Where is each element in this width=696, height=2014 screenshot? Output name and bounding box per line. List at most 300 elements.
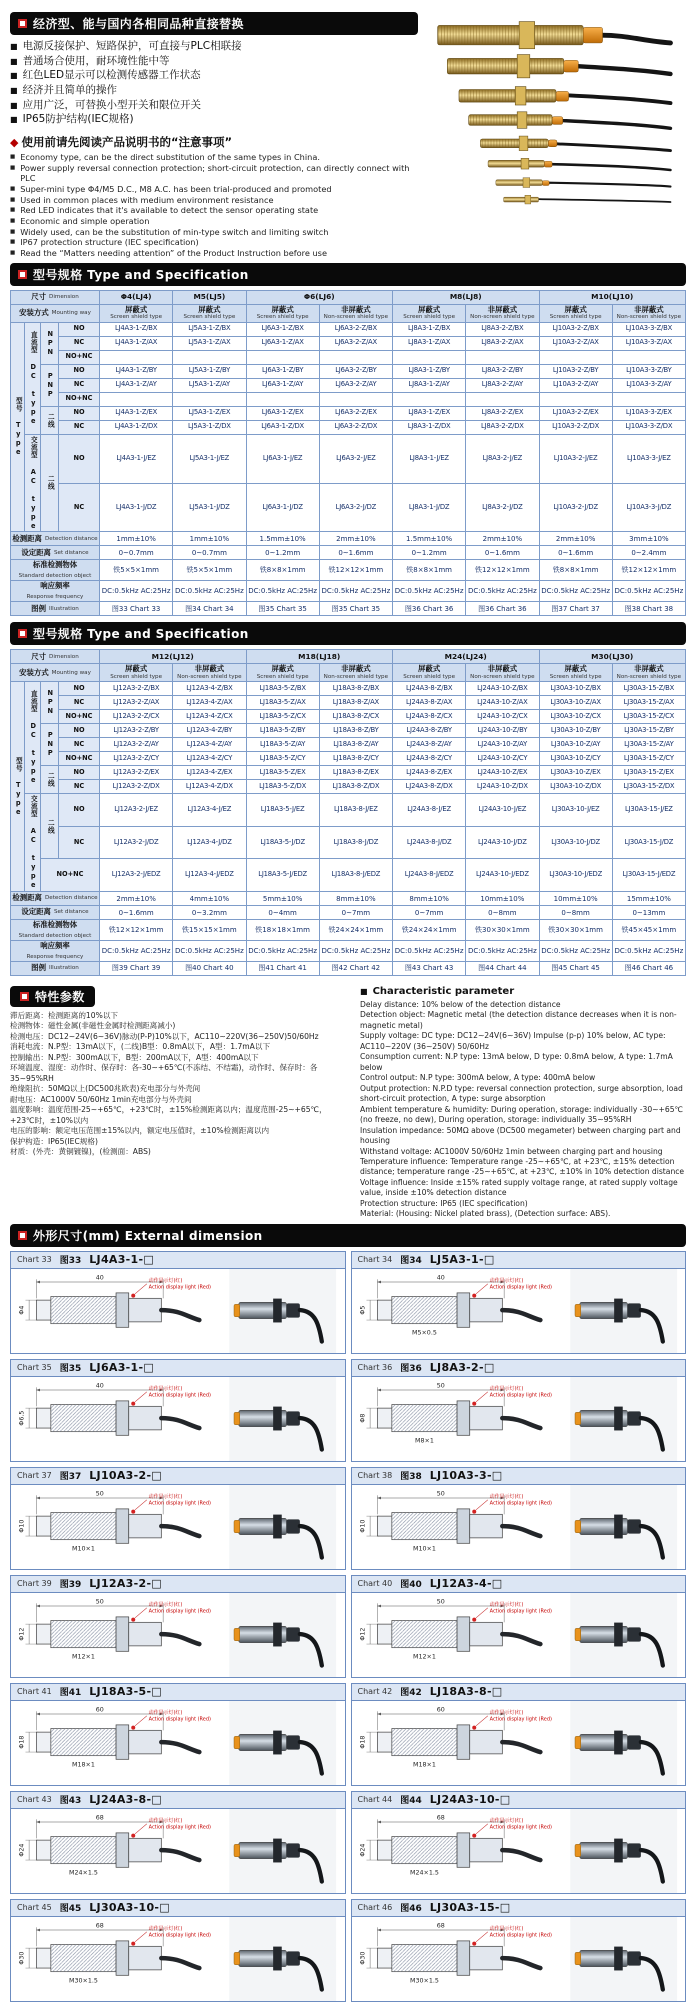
led-indicator	[472, 1725, 476, 1729]
spec-table-1	[10, 290, 686, 617]
led-indicator	[131, 1401, 135, 1405]
model-cell	[540, 393, 612, 406]
row-label-two-wire: 二线	[41, 435, 58, 532]
mounting-header	[11, 305, 99, 322]
spec-row-label: 标准检测物体 Standard detection object	[11, 920, 99, 940]
model-cell: LJ18A3-8-Z/BY	[320, 724, 392, 737]
thread-dim-label: M24×1.5	[409, 1869, 439, 1877]
row-label-type: 型号 Type	[11, 323, 24, 532]
param-line: Protection structure: IP65 (IEC specification)	[360, 1198, 528, 1208]
row-label-nc: NC	[59, 337, 99, 350]
chart-header	[11, 1684, 345, 1701]
chart-header	[11, 1792, 345, 1809]
model-cell: LJ10A3-3-J/EZ	[613, 435, 685, 483]
shield-header-cn: 屏蔽式	[418, 304, 441, 314]
model-cell: LJ8A3-1-Z/AX	[393, 337, 465, 350]
shield-header-en: Screen shield type	[110, 314, 163, 321]
spec-table-2	[10, 649, 686, 976]
chart-model: LJ12A3-4-□	[429, 1577, 503, 1591]
dimension-header	[11, 291, 99, 304]
model-cell: LJ24A3-10-Z/AY	[466, 738, 538, 751]
model-cell: LJ10A3-2-Z/AX	[540, 337, 612, 350]
model-cell: LJ18A3-5-J/EZ	[247, 794, 319, 826]
led-label-en: Action display light (Red)	[148, 1932, 211, 1939]
spec-cell: 10mm±10%	[466, 892, 538, 905]
model-cell: LJ8A3-1-Z/DX	[393, 421, 465, 434]
chart-body	[352, 1809, 686, 1893]
spec-cell: 0~0.7mm	[100, 546, 172, 559]
emblem-icon	[18, 1231, 27, 1240]
chart-body	[352, 1701, 686, 1785]
model-cell: LJ30A3-10-Z/BX	[540, 682, 612, 695]
product-photo	[562, 1269, 685, 1353]
chart-body	[11, 1377, 345, 1461]
size-header: M18(LJ18)	[247, 650, 393, 663]
led-label-cn: 动作显示灯(红)	[148, 1817, 183, 1824]
square-bullet-icon: ■	[10, 42, 18, 51]
model-cell: LJ6A3-1-Z/EX	[247, 407, 319, 420]
model-cell: LJ12A3-4-Z/AY	[173, 738, 245, 751]
model-cell: LJ10A3-3-Z/AX	[613, 337, 685, 350]
size-header: M30(LJ30)	[540, 650, 686, 663]
top-section	[10, 8, 686, 259]
led-label-cn: 动作显示灯(红)	[489, 1277, 523, 1284]
model-cell: LJ24A3-8-Z/CX	[393, 710, 465, 723]
chart-number-en: Chart 36	[357, 1363, 393, 1373]
chart-header	[352, 1684, 686, 1701]
product-photo	[221, 1485, 344, 1569]
led-indicator	[131, 1293, 135, 1297]
spec-cell: 铁45×45×1mm	[613, 920, 685, 940]
spec-cell: DC:0.5kHz AC:25Hz	[173, 941, 245, 961]
chart-body	[352, 1917, 686, 2001]
model-cell: LJ12A3-4-J/DZ	[173, 827, 245, 859]
sensor-photo	[469, 112, 671, 128]
chart-model: LJ18A3-8-□	[429, 1685, 503, 1699]
mounting-header-cn: 安装方式	[19, 307, 49, 317]
chart-ref-cell: 图36 Chart 36	[466, 602, 538, 615]
chart-header	[11, 1468, 345, 1485]
product-photo	[562, 1917, 685, 2001]
model-cell: LJ8A3-2-J/EZ	[466, 435, 538, 483]
spec-cell: 3mm±10%	[613, 532, 685, 545]
chart-body	[11, 1701, 345, 1785]
chart-number-cn: 图45	[59, 1904, 82, 1915]
shield-header-en: Non-screen shield type	[323, 314, 389, 321]
model-cell: LJ24A3-8-Z/AY	[393, 738, 465, 751]
shield-header	[173, 305, 245, 322]
shield-header-en: Screen shield type	[256, 314, 309, 321]
chart-number-en: Chart 40	[357, 1579, 393, 1589]
model-cell: LJ12A3-2-Z/BX	[100, 682, 172, 695]
diameter-dim-label: Φ12	[18, 1627, 26, 1641]
sensor-photo	[488, 158, 670, 170]
spec-cell: 铁24×24×1mm	[393, 920, 465, 940]
chart-number-cn: 图37	[59, 1472, 82, 1483]
param-line: Detection object: Magnetic metal (the detection distance decreases when it is non-magnetic metal)	[360, 1010, 677, 1030]
feature-item	[10, 39, 418, 54]
model-cell: LJ24A3-8-J/DZ	[393, 827, 465, 859]
spec-cell: DC:0.5kHz AC:25Hz	[247, 581, 319, 601]
model-cell	[320, 351, 392, 364]
model-cell: LJ24A3-10-Z/BX	[466, 682, 538, 695]
notice-item	[10, 237, 418, 248]
spec-section-bar-2	[10, 622, 686, 645]
chart-header	[11, 1576, 345, 1593]
chart-number-cn: 图44	[400, 1796, 422, 1807]
model-cell: LJ12A3-4-Z/CY	[173, 752, 245, 765]
chart-body	[11, 1809, 345, 1893]
model-cell: LJ6A3-2-J/DZ	[320, 484, 392, 532]
led-indicator	[472, 1293, 476, 1297]
model-cell: LJ24A3-8-Z/CY	[393, 752, 465, 765]
chart-number-cn: 图46	[400, 1904, 422, 1915]
model-cell	[173, 351, 245, 364]
square-bullet-icon: ■	[10, 71, 18, 81]
model-cell: LJ30A3-10-Z/EX	[540, 766, 612, 779]
square-bullet-icon: ■	[360, 986, 368, 996]
chart-body	[352, 1593, 686, 1677]
chart-number-en: Chart 34	[357, 1255, 393, 1265]
main-title-bar	[10, 12, 418, 35]
params-en-list	[360, 1000, 686, 1220]
length-dim-label: 68	[436, 1814, 445, 1822]
model-cell: LJ30A3-15-Z/BY	[613, 724, 685, 737]
diameter-dim-label: Φ6.5	[18, 1410, 26, 1426]
top-left-column	[10, 8, 418, 259]
model-cell: LJ10A3-3-J/DZ	[613, 484, 685, 532]
model-cell: LJ4A3-1-J/EZ	[100, 435, 172, 483]
model-cell: LJ24A3-10-J/DZ	[466, 827, 538, 859]
model-cell: LJ30A3-15-Z/CY	[613, 752, 685, 765]
chart-number-en: Chart 46	[357, 1903, 393, 1913]
length-dim-label: 50	[436, 1598, 445, 1606]
model-cell: LJ10A3-2-J/DZ	[540, 484, 612, 532]
spec-row-label: 响应频率 Response frequency	[11, 581, 99, 601]
model-cell: LJ24A3-8-Z/BX	[393, 682, 465, 695]
led-indicator	[131, 1617, 135, 1621]
size-header: M12(LJ12)	[100, 650, 246, 663]
spec-cell: 0~8mm	[466, 906, 538, 919]
row-label-nc: NC	[59, 379, 99, 392]
size-header: M5(LJ5)	[173, 291, 245, 304]
diameter-dim-label: Φ10	[18, 1519, 26, 1533]
row-label-no: NO	[59, 682, 99, 695]
led-label-cn: 动作显示灯(红)	[148, 1385, 183, 1392]
param-line: Material: (Housing: Nickel plated brass), (Detection surface: ABS).	[360, 1209, 611, 1219]
square-bullet-icon: ■	[10, 218, 16, 225]
spec-cell: 1.5mm±10%	[393, 532, 465, 545]
row-label-nonc: NO+NC	[59, 710, 99, 723]
shield-header: 非屏蔽式 Non-screen shield type	[466, 664, 538, 681]
length-dim-label: 40	[95, 1382, 104, 1390]
size-header: M24(LJ24)	[393, 650, 539, 663]
model-cell	[247, 351, 319, 364]
model-cell: LJ30A3-15-J/EZ	[613, 794, 685, 826]
model-cell: LJ8A3-1-Z/AY	[393, 379, 465, 392]
model-cell: LJ12A3-2-Z/AY	[100, 738, 172, 751]
shield-header-cn: 非屏蔽式	[634, 304, 664, 314]
model-cell: LJ5A3-1-J/DZ	[173, 484, 245, 532]
dimension-drawing	[11, 1593, 221, 1677]
length-dim-label: 50	[95, 1598, 104, 1606]
model-cell: LJ8A3-1-Z/BY	[393, 365, 465, 378]
thread-dim-label: M10×1	[412, 1545, 436, 1553]
notice-text: Red LED indicates that it's available to detect the sensor operating state	[20, 205, 319, 216]
spec-cell: 铁30×30×1mm	[466, 920, 538, 940]
spec-section-title: 型号规格 Type and Specification	[33, 267, 249, 282]
diameter-dim-label: Φ18	[18, 1735, 26, 1749]
square-bullet-icon: ■	[10, 207, 16, 214]
chart-ref-cell: 图38 Chart 38	[613, 602, 685, 615]
shield-header: 非屏蔽式 Non-screen shield type	[613, 664, 685, 681]
chart-model: LJ30A3-10-□	[89, 1901, 170, 1915]
shield-header-cn: 屏蔽式	[198, 304, 221, 314]
spec-cell: 铁8×8×1mm	[247, 560, 319, 580]
model-cell: LJ12A3-4-Z/BY	[173, 724, 245, 737]
notice-list	[10, 152, 418, 259]
chart-header	[352, 1576, 686, 1593]
spec-cell: 铁12×12×1mm	[320, 560, 392, 580]
diameter-dim-label: Φ18	[359, 1735, 367, 1749]
spec-cell: 铁12×12×1mm	[613, 560, 685, 580]
model-cell: LJ10A3-2-Z/BY	[540, 365, 612, 378]
model-cell	[540, 351, 612, 364]
chart-model: LJ24A3-8-□	[89, 1793, 163, 1807]
chart-header	[352, 1360, 686, 1377]
length-dim-label: 68	[95, 1814, 104, 1822]
spec-section-bar-1	[10, 263, 686, 286]
model-cell: LJ6A3-2-Z/DX	[320, 421, 392, 434]
led-indicator	[472, 1401, 476, 1405]
thread-dim-label: M10×1	[72, 1545, 95, 1553]
spec-section-title: 型号规格 Type and Specification	[33, 627, 249, 642]
model-cell: LJ24A3-8-J/EZ	[393, 794, 465, 826]
model-cell: LJ18A3-8-J/DZ	[320, 827, 392, 859]
model-cell: LJ6A3-1-Z/BY	[247, 365, 319, 378]
dimension-chart	[10, 1791, 346, 1894]
model-cell: LJ18A3-5-Z/CY	[247, 752, 319, 765]
model-cell: LJ6A3-1-Z/AX	[247, 337, 319, 350]
led-label-en: Action display light (Red)	[489, 1608, 552, 1615]
length-dim-label: 40	[436, 1274, 445, 1282]
led-label-en: Action display light (Red)	[489, 1824, 552, 1831]
model-cell: LJ30A3-10-J/EDZ	[540, 859, 612, 891]
model-cell: LJ6A3-2-Z/AY	[320, 379, 392, 392]
model-cell: LJ30A3-10-Z/CX	[540, 710, 612, 723]
dimension-chart	[351, 1251, 687, 1354]
spec-cell: DC:0.5kHz AC:25Hz	[100, 581, 172, 601]
model-cell: LJ6A3-2-Z/AX	[320, 337, 392, 350]
sensor-photo	[459, 87, 670, 105]
model-cell: LJ24A3-10-J/EZ	[466, 794, 538, 826]
shield-header: 屏蔽式 Screen shield type	[540, 664, 612, 681]
shield-header: 屏蔽式 Screen shield type	[393, 664, 465, 681]
model-cell: LJ5A3-1-Z/EX	[173, 407, 245, 420]
model-cell: LJ24A3-10-Z/DX	[466, 780, 538, 793]
spec-cell: 4mm±10%	[173, 892, 245, 905]
diameter-dim-label: Φ4	[18, 1305, 26, 1315]
model-cell: LJ8A3-1-J/DZ	[393, 484, 465, 532]
shield-header: 非屏蔽式 Non-screen shield type	[320, 664, 392, 681]
model-cell: LJ8A3-1-Z/BX	[393, 323, 465, 336]
param-line: 滞后距离：检测距离的10%以下	[10, 1010, 119, 1020]
spec-cell: 15mm±10%	[613, 892, 685, 905]
spec-cell: 铁18×18×1mm	[247, 920, 319, 940]
model-cell: LJ18A3-8-J/EZ	[320, 794, 392, 826]
spec-cell: 铁12×12×1mm	[100, 920, 172, 940]
diameter-dim-label: Φ12	[359, 1627, 367, 1641]
chart-ref-cell: 图40 Chart 40	[173, 962, 245, 975]
led-label-en: Action display light (Red)	[489, 1932, 552, 1939]
model-cell: LJ6A3-2-Z/BY	[320, 365, 392, 378]
model-cell: LJ12A3-2-Z/CX	[100, 710, 172, 723]
spec-cell: DC:0.5kHz AC:25Hz	[613, 941, 685, 961]
param-line: 绝缘阻抗：50MΩ以上(DC500兆欧表)充电部分与外壳间	[10, 1084, 201, 1094]
thread-dim-label: M30×1.5	[69, 1977, 98, 1985]
spec-row-label: 图例 Illustration	[11, 602, 99, 615]
chart-ref-cell: 图36 Chart 36	[393, 602, 465, 615]
feature-item	[10, 54, 418, 69]
params-cn-list	[10, 1011, 350, 1158]
sensor-photo-mini	[504, 195, 671, 204]
chart-number-en: Chart 44	[357, 1795, 393, 1805]
led-label-cn: 动作显示灯(红)	[489, 1601, 523, 1608]
chart-number-cn: 图40	[400, 1580, 422, 1591]
spec-cell: 8mm±10%	[320, 892, 392, 905]
shield-header: 非屏蔽式 Non-screen shield type	[173, 664, 245, 681]
model-cell: LJ10A3-3-Z/DX	[613, 421, 685, 434]
dims-section-bar	[10, 1224, 686, 1247]
spec-cell: 0~1.6mm	[540, 546, 612, 559]
model-cell: LJ4A3-1-Z/BY	[100, 365, 172, 378]
model-cell: LJ24A3-10-Z/CX	[466, 710, 538, 723]
spec-cell: 铁8×8×1mm	[540, 560, 612, 580]
model-cell	[100, 351, 172, 364]
led-label-cn: 动作显示灯(红)	[148, 1493, 183, 1500]
model-cell: LJ6A3-1-Z/AY	[247, 379, 319, 392]
length-dim-label: 68	[95, 1922, 104, 1930]
model-cell: LJ5A3-1-Z/BY	[173, 365, 245, 378]
shield-header-cn: 非屏蔽式	[341, 304, 371, 314]
param-line: 检测物体：磁性金属(非磁性金属时检测距离减小)	[10, 1021, 176, 1031]
model-cell: LJ30A3-10-Z/AY	[540, 738, 612, 751]
model-cell: LJ18A3-5-Z/CX	[247, 710, 319, 723]
product-photo	[562, 1701, 685, 1785]
param-line: Consumption current: N.P type: 13mA below, D type: 0.8mA below, A type: 1.7mA below	[360, 1052, 673, 1072]
spec-cell: 5mm±10%	[247, 892, 319, 905]
chart-number-en: Chart 43	[17, 1795, 52, 1805]
chart-model: LJ24A3-10-□	[429, 1793, 511, 1807]
spec-row-label: 图例 Illustration	[11, 962, 99, 975]
product-photo	[221, 1269, 344, 1353]
row-label-nonc: NO+NC	[41, 859, 99, 891]
chart-model: LJ8A3-2-□	[429, 1361, 495, 1375]
dimension-chart	[351, 1467, 687, 1570]
model-cell: LJ12A3-4-J/EDZ	[173, 859, 245, 891]
spec-cell: 8mm±10%	[393, 892, 465, 905]
row-label-two-wire: 二线	[41, 794, 58, 858]
dimension-drawing	[352, 1917, 562, 2001]
dimension-chart	[351, 1899, 687, 2002]
model-cell: LJ12A3-2-J/EZ	[100, 794, 172, 826]
model-cell: LJ18A3-5-J/DZ	[247, 827, 319, 859]
notice-item	[10, 205, 418, 216]
chart-header	[11, 1900, 345, 1917]
chart-body	[11, 1269, 345, 1353]
notice-text: Widely used, can be the substitution of min-type switch and limiting switch	[20, 226, 329, 237]
dimension-drawing	[352, 1593, 562, 1677]
model-cell: LJ30A3-10-Z/DX	[540, 780, 612, 793]
led-label-en: Action display light (Red)	[489, 1392, 552, 1399]
diameter-dim-label: Φ24	[18, 1843, 26, 1857]
spec-cell: DC:0.5kHz AC:25Hz	[393, 581, 465, 601]
param-line: 耐电压：AC1000V 50/60Hz 1min充电部分与外壳间	[10, 1094, 192, 1104]
square-bullet-icon: ■	[10, 100, 18, 110]
product-photo	[562, 1377, 685, 1461]
model-cell: LJ12A3-4-Z/AX	[173, 696, 245, 709]
feature-item	[10, 98, 418, 113]
chart-ref-cell: 图45 Chart 45	[540, 962, 612, 975]
model-cell: LJ18A3-5-Z/DX	[247, 780, 319, 793]
model-cell: LJ4A3-1-J/DZ	[100, 484, 172, 532]
led-label-cn: 动作显示灯(红)	[148, 1277, 183, 1284]
model-cell: LJ4A3-1-Z/AX	[100, 337, 172, 350]
led-label-cn: 动作显示灯(红)	[489, 1493, 523, 1500]
spec-cell: 0~8mm	[540, 906, 612, 919]
model-cell: LJ18A3-5-Z/BY	[247, 724, 319, 737]
led-indicator	[472, 1833, 476, 1837]
params-title-en-row	[360, 986, 686, 997]
model-cell: LJ8A3-1-J/EZ	[393, 435, 465, 483]
shield-header-en: Screen shield type	[403, 314, 456, 321]
spec-cell: DC:0.5kHz AC:25Hz	[613, 581, 685, 601]
chart-model: LJ4A3-1-□	[89, 1253, 155, 1267]
spec-row-label: 响应频率 Response frequency	[11, 941, 99, 961]
mounting-header-en: Mounting way	[51, 309, 91, 316]
square-bullet-icon: ■	[10, 186, 16, 193]
top-right-column	[426, 8, 686, 244]
model-cell: LJ10A3-3-Z/AY	[613, 379, 685, 392]
shield-header	[247, 305, 319, 322]
shield-header	[393, 305, 465, 322]
spec-cell: DC:0.5kHz AC:25Hz	[540, 941, 612, 961]
notice-item	[10, 216, 418, 227]
spec-cell: DC:0.5kHz AC:25Hz	[393, 941, 465, 961]
model-cell: LJ4A3-1-Z/AY	[100, 379, 172, 392]
chart-header	[11, 1252, 345, 1269]
feature-text: IP65防护结构(IEC规格)	[22, 113, 134, 126]
led-label-en: Action display light (Red)	[489, 1284, 552, 1291]
model-cell: LJ12A3-2-Z/CY	[100, 752, 172, 765]
model-cell: LJ30A3-10-Z/BY	[540, 724, 612, 737]
led-label-en: Action display light (Red)	[148, 1500, 211, 1507]
model-cell: LJ5A3-1-Z/AX	[173, 337, 245, 350]
model-cell: LJ4A3-1-Z/DX	[100, 421, 172, 434]
chart-model: LJ12A3-2-□	[89, 1577, 163, 1591]
model-cell: LJ30A3-10-Z/CY	[540, 752, 612, 765]
spec-cell: 0~1.6mm	[320, 546, 392, 559]
diamond-icon: ◆	[10, 135, 19, 149]
model-cell: LJ12A3-4-J/EZ	[173, 794, 245, 826]
param-line: 材质：(外壳：黄铜镀镍)，(检测面：ABS)	[10, 1147, 151, 1157]
row-label-no: NO	[59, 794, 99, 826]
notice-title: 使用前请先阅读产品说明书的“注意事项”	[21, 135, 233, 150]
model-cell: LJ8A3-2-Z/AY	[466, 379, 538, 392]
row-label-nonc: NO+NC	[59, 351, 99, 364]
square-bullet-icon: ■	[10, 164, 16, 171]
shield-header	[540, 305, 612, 322]
